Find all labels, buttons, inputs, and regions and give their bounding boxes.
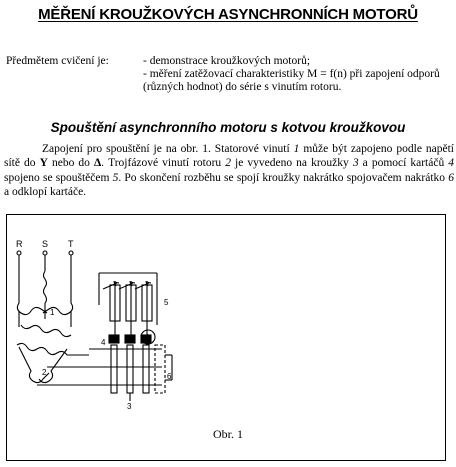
description-paragraph [4, 142, 454, 199]
ref-number: 6 [448, 171, 454, 184]
wiring-diagram [7, 215, 445, 460]
ref-number: 2 [225, 157, 231, 170]
rotor-winding [17, 343, 103, 385]
purpose-list [143, 55, 453, 94]
figure-frame [6, 214, 446, 461]
page-title: MĚŘENÍ KROUŽKOVÝCH ASYNCHRONNÍCH MOTORŮ [38, 6, 418, 23]
ref-number: 3 [352, 157, 359, 170]
purpose-label: Předmětem cvičení je: [6, 55, 109, 67]
paragraph-text: nebo do [47, 157, 94, 170]
purpose-item: - demonstrace kroužkových motorů; [143, 55, 311, 67]
ref-number: 1 [293, 143, 300, 155]
supply-lines [17, 251, 73, 303]
paragraph-text: Zapojení pro spouštění je na obr. 1. Statorové vinutí [42, 143, 294, 155]
starter-rheostat [99, 273, 169, 335]
paragraph-text: spojeno se spouštěčem [4, 171, 113, 184]
shorting-label: 6 [167, 372, 172, 381]
figure-caption: Obr. 1 [213, 427, 243, 441]
symbol-delta: Δ [93, 157, 102, 170]
rotor-label: 2 [42, 368, 47, 377]
paragraph-text: může být zapojeno podle napětí sítě do [4, 143, 454, 170]
terminal-label-r: R [16, 239, 23, 249]
paragraph-text: a pomocí kartáčů [358, 157, 449, 170]
paragraph-text: je vyvedeno na kroužky [231, 157, 353, 170]
ammeter-label: A [144, 332, 151, 343]
paragraph-text: a odklopí kartáče. [4, 185, 87, 198]
paragraph-text: . Po skončení rozběhu se spojí kroužky nakrátko spojovačem nakrátko [118, 171, 449, 184]
terminal-label-s: S [42, 239, 49, 249]
purpose-item: (různých hodnot) do série s vinutím rotoru. [143, 81, 342, 93]
purpose-item: - měření zatěžovací charakteristiky M = f(n) při zapojení odporů [143, 68, 440, 80]
stator-label: 1 [50, 308, 55, 317]
symbol-star: Y [39, 157, 48, 170]
terminal-label-t: T [68, 239, 74, 249]
starter-label: 5 [164, 298, 169, 307]
ref-number: 5 [112, 171, 119, 184]
section-title: Spouštění asynchronního motoru s kotvou kroužkovou [50, 120, 406, 135]
shorting-device [155, 345, 172, 393]
rings-label: 3 [127, 402, 132, 411]
brushes-label: 4 [101, 338, 106, 347]
ref-number: 4 [448, 157, 455, 170]
slip-rings [89, 345, 162, 411]
paragraph-text: . Trojfázové vinutí rotoru [101, 157, 226, 170]
